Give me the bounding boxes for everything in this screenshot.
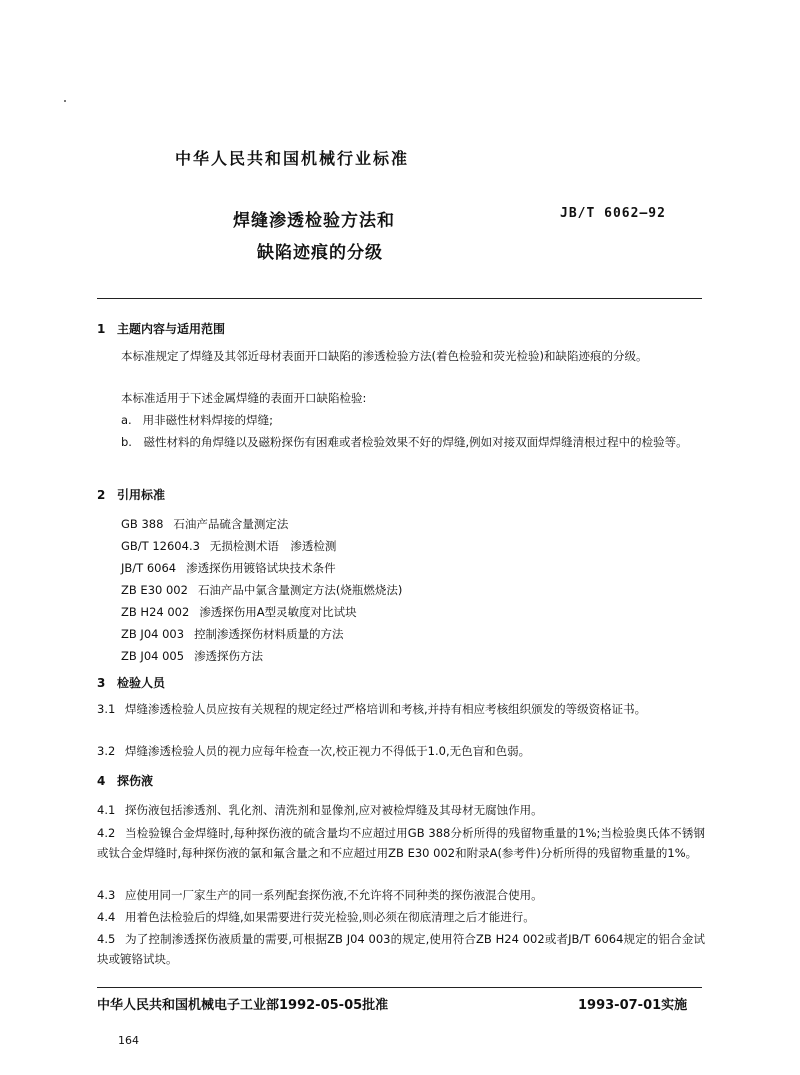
clause-4-1: 4.1 探伤液包括渗透剂、乳化剂、清洗剂和显像剂,应对被检焊缝及其母材无腐蚀作用。 xyxy=(97,803,543,817)
section-title: 探伤液 xyxy=(117,774,154,788)
clause-3-1: 3.1 焊缝渗透检验人员应按有关规程的规定经过严格培训和考核,并持有相应考核组织颁发的等级资格证书。 xyxy=(97,702,647,716)
effective-date: 1993-07-01实施 xyxy=(578,998,688,1013)
section-1-item-a xyxy=(121,410,273,430)
document-title-line1: 焊缝渗透检验方法和 xyxy=(233,211,395,231)
section-1-paragraph-2: 本标准适用于下述金属焊缝的表面开口缺陷检验: xyxy=(121,391,367,405)
reference-item: ZB E30 002 石油产品中氯含量测定方法(烧瓶燃烧法) xyxy=(121,583,403,597)
item-text: 用非磁性材料焊接的焊缝; xyxy=(142,413,274,427)
section-1-item-b: b. 磁性材料的角焊缝以及磁粉探伤有困难或者检验效果不好的焊缝,例如对接双面焊焊缝清根过程中的检验等。 xyxy=(121,435,688,449)
reference-item: ZB J04 005 渗透探伤方法 xyxy=(121,649,264,663)
section-number: 3 xyxy=(97,676,106,690)
org-standard-title: 中华人民共和国机械行业标准 xyxy=(175,149,410,168)
approval-line: 中华人民共和国机械电子工业部1992-05-05批准 xyxy=(97,998,389,1013)
section-number: 4 xyxy=(97,774,106,788)
reference-item: JB/T 6064 渗透探伤用镀铬试块技术条件 xyxy=(121,561,336,575)
reference-item: ZB H24 002 渗透探伤用A型灵敏度对比试块 xyxy=(121,605,357,619)
section-1-paragraph-1: 本标准规定了焊缝及其邻近母材表面开口缺陷的渗透检验方法(着色检验和荧光检验)和缺陷迹痕的分级。 xyxy=(121,349,648,363)
clause-4-4: 4.4 用着色法检验后的焊缝,如果需要进行荧光检验,则必须在彻底清理之后才能进行。 xyxy=(97,910,535,924)
standard-code: JB/T 6062—92 xyxy=(560,206,666,221)
clause-4-5: 4.5 为了控制渗透探伤液质量的需要,可根据ZB J04 003的规定,使用符合ZB H24 002或者JB/T 6064规定的铝合金试块或镀铬试块。 xyxy=(97,932,705,966)
item-label: a. xyxy=(121,413,132,427)
section-title: 主题内容与适用范围 xyxy=(117,322,226,336)
scan-speck xyxy=(64,100,66,102)
section-title: 引用标准 xyxy=(117,488,166,502)
reference-item: ZB J04 003 控制渗透探伤材料质量的方法 xyxy=(121,627,344,641)
page-number: 164 xyxy=(118,1034,139,1047)
header-divider xyxy=(97,298,702,299)
clause-4-3: 4.3 应使用同一厂家生产的同一系列配套探伤液,不允许将不同种类的探伤液混合使用。 xyxy=(97,888,543,902)
footer-divider xyxy=(97,987,702,988)
clause-4-2: 4.2 当检验镍合金焊缝时,每种探伤液的硫含量均不应超过用GB 388分析所得的残留物重量的1%;当检验奥氏体不锈钢或钛合金焊缝时,每种探伤液的氯和氟含量之和不应超过用ZB E30 002和附录A(参考件)分析所得的残留物重量的1%。 xyxy=(97,826,705,860)
clause-3-2: 3.2 焊缝渗透检验人员的视力应每年检查一次,校正视力不得低于1.0,无色盲和色弱。 xyxy=(97,744,531,758)
section-title: 检验人员 xyxy=(117,676,166,690)
document-title-line2: 缺陷迹痕的分级 xyxy=(257,243,383,263)
reference-item: GB/T 12604.3 无损检测术语 渗透检测 xyxy=(121,539,337,553)
section-3-heading xyxy=(97,674,165,691)
section-2-heading xyxy=(97,486,165,503)
section-1-heading xyxy=(97,320,225,337)
section-number: 2 xyxy=(97,488,106,502)
section-4-heading xyxy=(97,772,153,789)
reference-item: GB 388 石油产品硫含量测定法 xyxy=(121,517,289,531)
section-number: 1 xyxy=(97,322,106,336)
